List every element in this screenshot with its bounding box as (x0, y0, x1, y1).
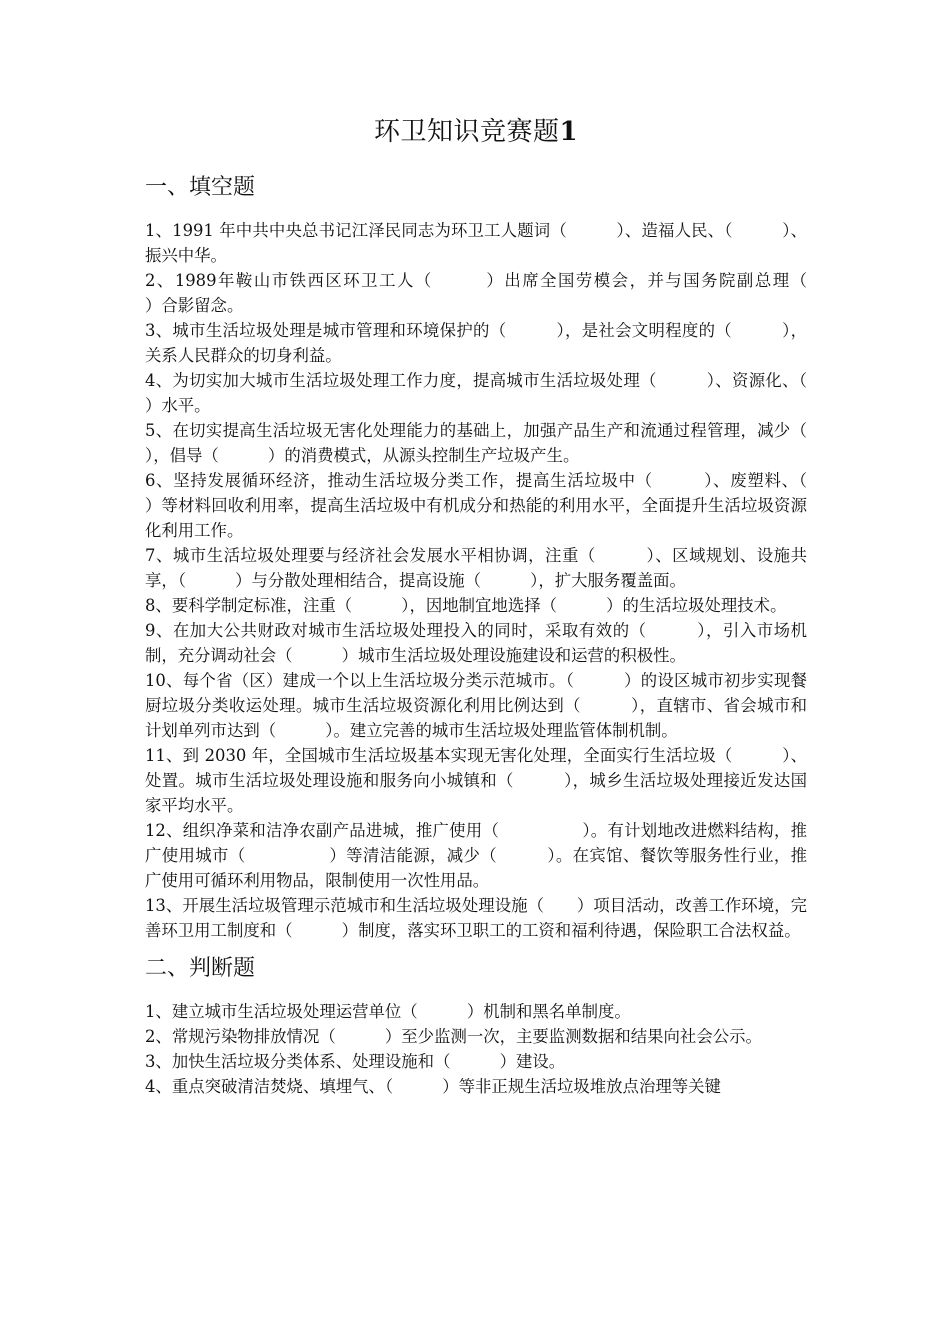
question-item: 4、为切实加大城市生活垃圾处理工作力度，提高城市生活垃圾处理（ ）、资源化、（ ）水平。 (145, 371, 857, 415)
question-item: 1、建立城市生活垃圾处理运营单位（ ）机制和黑名单制度。 (145, 1002, 631, 1021)
document-title (145, 112, 807, 152)
question-item: 2、常规污染物排放情况（ ）至少监测一次，主要监测数据和结果向社会公示。 (145, 1027, 762, 1046)
true-false-question-list (145, 999, 807, 1099)
question-item: 1、1991 年中共中央总书记江泽民同志为环卫工人题词（ ）、造福人民、（ ）、振兴中华。 (145, 221, 807, 265)
fill-in-question-list (145, 218, 857, 943)
document-title-text: 环卫知识竞赛题 (373, 117, 560, 147)
question-item: 13、开展生活垃圾管理示范城市和生活垃圾处理设施（ ）项目活动，改善工作环境，完善环卫用工制度和（ ）制度，落实环卫职工的工资和福利待遇，保险职工合法权益。 (145, 896, 807, 940)
question-item: 8、要科学制定标准，注重（ ），因地制宜地选择（ ）的生活垃圾处理技术。 (145, 596, 787, 615)
question-item: 7、城市生活垃圾处理要与经济社会发展水平相协调，注重（ ）、区域规划、设施共享，（ ）与分散处理相结合，提高设施（ ），扩大服务覆盖面。 (145, 546, 807, 590)
section-heading-true-false: 二、判断题 (145, 956, 256, 981)
question-item: 3、加快生活垃圾分类体系、处理设施和（ ）建设。 (145, 1052, 566, 1071)
question-item: 3、城市生活垃圾处理是城市管理和环境保护的（ ），是社会文明程度的（ ），关系人民群众的切身利益。 (145, 321, 807, 365)
question-item: 10、每个省（区）建成一个以上生活垃圾分类示范城市。（ ）的设区城市初步实现餐厨垃圾分类收运处理。城市生活垃圾资源化利用比例达到（ ），直辖市、省会城市和计划单列市达到（ ）。建立完善的城市生活垃圾处理监管体制机制。 (145, 671, 807, 740)
document-title-number: 1 (559, 117, 579, 147)
question-item: 6、坚持发展循环经济，推动生活垃圾分类工作，提高生活垃圾中（ ）、废塑料、（ ）等材料回收利用率，提高生活垃圾中有机成分和热能的利用水平，全面提升生活垃圾资源化利用工作。 (145, 471, 857, 540)
question-item: 9、在加大公共财政对城市生活垃圾处理投入的同时，采取有效的（ ），引入市场机制，充分调动社会（ ）城市生活垃圾处理设施建设和运营的积极性。 (145, 621, 807, 665)
document-page (145, 112, 857, 1109)
question-item: 12、组织净菜和洁净农副产品进城，推广使用（ ）。有计划地改进燃料结构，推广使用城市（ ）等清洁能源，减少（ ）。在宾馆、餐饮等服务性行业，推广使用可循环利用物品，限制使用一次性用品。 (145, 821, 807, 890)
question-item: 11、到 2030 年，全国城市生活垃圾基本实现无害化处理，全面实行生活垃圾（ ）、处置。城市生活垃圾处理设施和服务向小城镇和（ ），城乡生活垃圾处理接近发达国家平均水平。 (145, 746, 807, 815)
section-heading-fill-in: 一、填空题 (145, 175, 256, 200)
question-item: 5、在切实提高生活垃圾无害化处理能力的基础上，加强产品生产和流通过程管理，减少（ ），倡导（ ）的消费模式，从源头控制生产垃圾产生。 (145, 421, 857, 465)
question-item: 4、重点突破清洁焚烧、填埋气、（ ）等非正规生活垃圾堆放点治理等关键 (145, 1077, 721, 1096)
question-item: 2、1989年鞍山市铁西区环卫工人（ ）出席全国劳模会，并与国务院副总理（ ）合影留念。 (145, 271, 857, 315)
